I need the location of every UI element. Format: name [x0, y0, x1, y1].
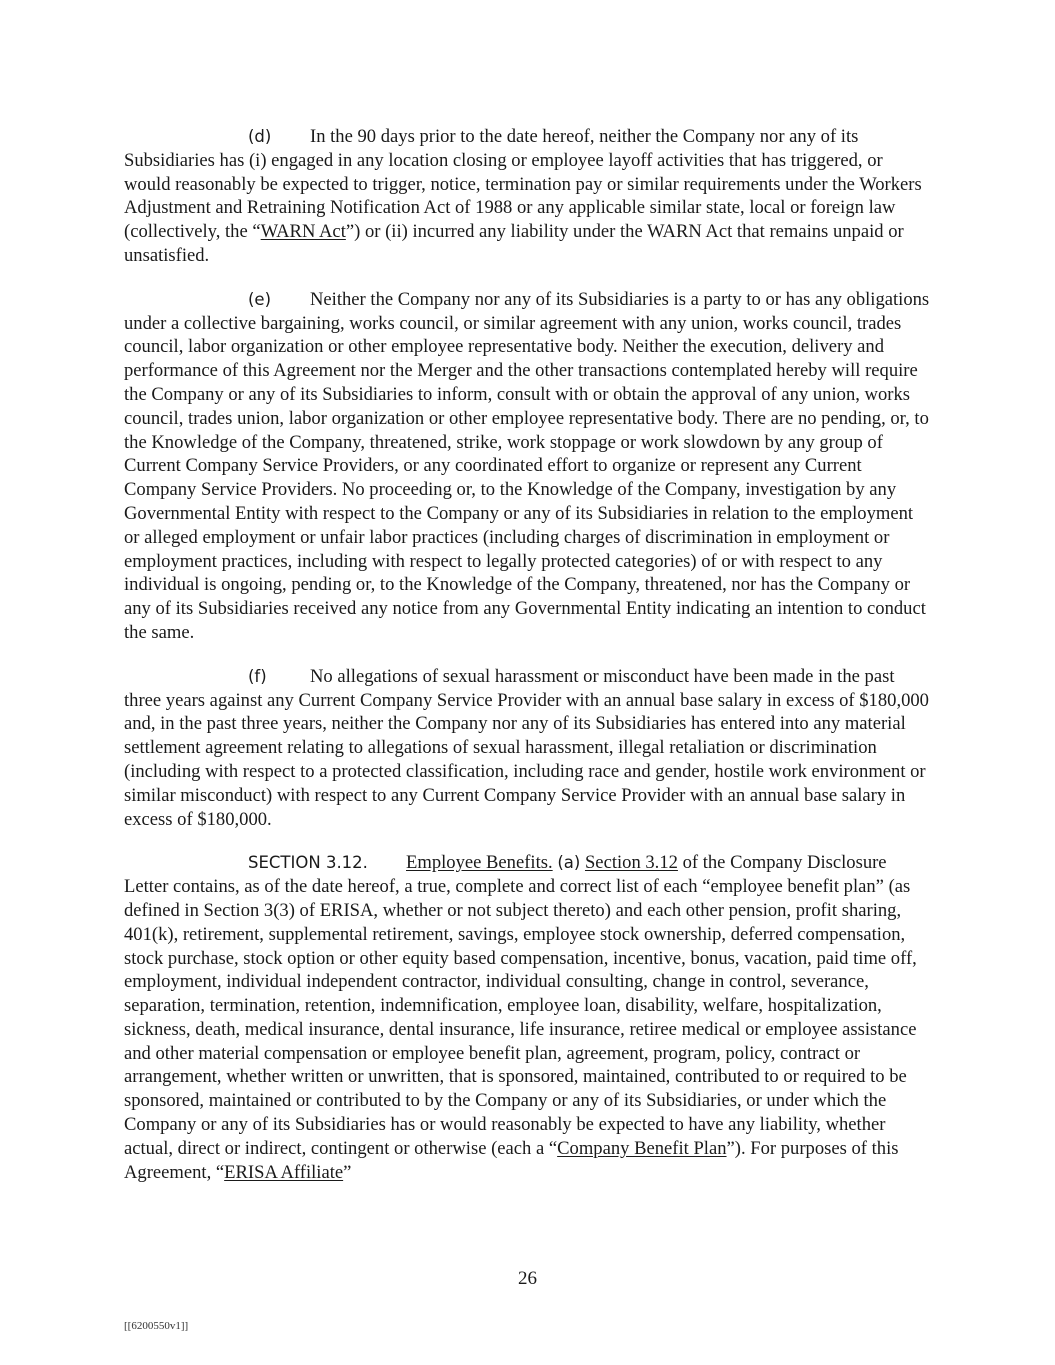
paragraph-f — [124, 665, 932, 832]
section-text-1: of the Company Disclosure Letter contains, as of the date hereof, a true, complete and correct list of each “employee benefit plan” (as defined in Section 3(3) of ERISA, whether or not subject thereto) and each other pension, profit sharing, 401(k), retirement, supplemental retirement, savings, employee stock ownership, deferred compensation, stock purchase, stock option or other equity based compensation, incentive, bonus, vacation, paid time off, employment, individual independent contractor, individual consulting, change in control, severance, separation, termination, retention, indemnification, employee loan, disability, welfare, hospitalization, sickness, death, medical insurance, dental insurance, life insurance, retiree medical or employee assistance and other material compensation or employee benefit plan, agreement, program, policy, contract or arrangement, whether written or unwritten, that is sponsored, maintained, contributed to or required to be sponsored, maintained or contributed to by the Company or any of its Subsidiaries, or under which the Company or any of its Subsidiaries has or would reasonably be expected to have any liability, whether actual, direct or indirect, contingent or otherwise (each a “ — [124, 852, 917, 1159]
paragraph-e-text: Neither the Company nor any of its Subsidiaries is a party to or has any obligations under a collective bargaining, works council, or similar agreement with any union, works council, trades council, labor organization or other employee representative body. Neither the execution, delivery and performance of this Agreement nor the Merger and the other transactions contemplated hereby will require the Company or any of its Subsidiaries to inform, consult with or obtain the approval of any union, works council, trades union, labor organization or other employee representative body. There are no pending, or, to the Knowledge of the Company, threatened, strike, work stoppage or work slowdown by any group of Current Company Service Providers, or any coordinated effort to organize or represent any Current Company Service Providers. No proceeding or, to the Knowledge of the Company, investigation by any Governmental Entity with respect to the Company or any of its Subsidiaries in relation to the employment or alleged employment or unfair labor practices (including charges of discrimination in employment or employment practices, including with respect to legally protected categories) of or with respect to any individual is ongoing, pending or, to the Knowledge of the Company, threatened, nor has the Company or any of its Subsidiaries received any notice from any Governmental Entity indicating an intention to conduct the same. — [124, 288, 930, 643]
paragraph-d-text-2: ”) or (ii) incurred any liability under the WARN Act that remains unpaid or unsatisfied. — [124, 221, 904, 266]
section-3-12 — [124, 851, 932, 1184]
section-number: SECTION 3.12. — [248, 853, 368, 873]
paragraph-f-text: No allegations of sexual harassment or misconduct have been made in the past three years against any Current Company Service Provider with an annual base salary in excess of $180,000 and, in the past three years, neither the Company nor any of its Subsidiaries has entered into any material settlement agreement relating to allegations of sexual harassment, illegal retaliation or discrimination (including with respect to a protected classification, including race and gender, hostile work environment or similar misconduct) with respect to any Current Company Service Provider with an annual base salary in excess of $180,000. — [124, 665, 929, 830]
defined-term-company-benefit-plan: Company Benefit Plan — [557, 1137, 727, 1159]
defined-term-warn-act: WARN Act — [260, 221, 346, 243]
paragraph-f-label: (f) — [248, 666, 267, 686]
paragraph-d-label: (d) — [248, 127, 272, 146]
defined-term-erisa-affiliate: ERISA Affiliate — [224, 1161, 344, 1183]
paragraph-d-text-1: In the 90 days prior to the date hereof, neither the Company nor any of its Subsidiaries has (i) engaged in any location closing or employee layoff activities that has triggered, or would reasonably be expected to trigger, notice, termination pay or similar requirements under the Workers Adjustment and Retraining Notification Act of 1988 or any applicable similar state, local or foreign law (collectively, the “ — [124, 126, 922, 243]
page-number: 26 — [518, 1268, 537, 1289]
section-text-3: ” — [343, 1161, 352, 1183]
body-text — [124, 125, 932, 1204]
section-text-2: ”). For purposes of this Agreement, “ — [124, 1137, 899, 1183]
paragraph-e — [124, 288, 932, 645]
document-id: [[6200550v1]] — [124, 1320, 189, 1332]
section-title: Employee Benefits. — [406, 852, 553, 874]
section-sub-label: (a) — [557, 853, 581, 873]
paragraph-e-label: (e) — [248, 289, 272, 309]
section-reference: Section 3.12 — [584, 852, 678, 874]
paragraph-d — [124, 125, 932, 268]
